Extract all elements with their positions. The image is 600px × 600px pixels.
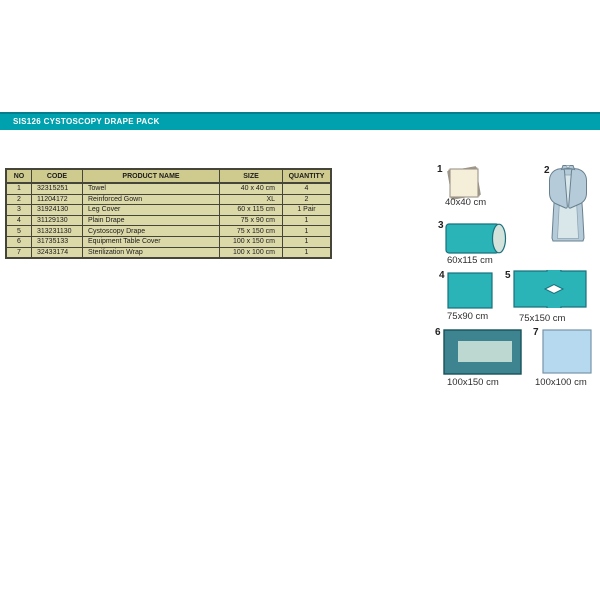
item-number: 6 <box>435 327 441 338</box>
table-row <box>6 194 331 205</box>
table-body <box>6 183 331 258</box>
item-number: 3 <box>438 220 444 231</box>
table-row <box>6 183 331 194</box>
cell-no: 3 <box>6 205 32 216</box>
cystoscopy-drape-illustration <box>513 270 587 308</box>
cell-product-name: Leg Cover <box>83 205 220 216</box>
leg-cover-illustration <box>445 223 507 254</box>
item-number: 4 <box>439 270 445 281</box>
cell-quantity: 1 <box>283 226 332 237</box>
column-header: PRODUCT NAME <box>83 169 220 183</box>
cell-no: 5 <box>6 226 32 237</box>
cell-quantity: 2 <box>283 194 332 205</box>
cell-no: 4 <box>6 215 32 226</box>
item-number: 2 <box>544 165 550 176</box>
table-head <box>6 169 331 183</box>
column-header: SIZE <box>220 169 283 183</box>
cell-quantity: 1 <box>283 236 332 247</box>
sterilization-wrap-illustration <box>542 329 592 374</box>
column-header: NO <box>6 169 32 183</box>
cell-quantity: 1 <box>283 247 332 258</box>
item-number: 1 <box>437 164 443 175</box>
column-header: CODE <box>32 169 83 183</box>
cell-product-name: Towel <box>83 183 220 194</box>
item-number: 5 <box>505 270 511 281</box>
cell-size: 75 x 150 cm <box>220 226 283 237</box>
cell-code: 31129130 <box>32 215 83 226</box>
product-pack-title-bar <box>0 112 600 130</box>
cell-size: 100 x 100 cm <box>220 247 283 258</box>
cell-size: 60 x 115 cm <box>220 205 283 216</box>
table-row <box>6 247 331 258</box>
table-row <box>6 226 331 237</box>
cell-code: 32315251 <box>32 183 83 194</box>
item-size-label: 40x40 cm <box>445 197 487 208</box>
cell-no: 7 <box>6 247 32 258</box>
item-size-label: 100x100 cm <box>535 377 587 388</box>
equipment-table-cover-illustration <box>443 329 522 375</box>
cell-no: 1 <box>6 183 32 194</box>
item-size-label: 100x150 cm <box>447 377 499 388</box>
cell-product-name: Equipment Table Cover <box>83 236 220 247</box>
cell-quantity: 4 <box>283 183 332 194</box>
table-row <box>6 215 331 226</box>
item-size-label: 75x90 cm <box>447 311 489 322</box>
cell-product-name: Reinforced Gown <box>83 194 220 205</box>
cell-code: 11204172 <box>32 194 83 205</box>
cell-code: 32433174 <box>32 247 83 258</box>
cell-quantity: 1 Pair <box>283 205 332 216</box>
table-row <box>6 205 331 216</box>
cell-code: 31924130 <box>32 205 83 216</box>
cell-size: 75 x 90 cm <box>220 215 283 226</box>
table-header-row <box>6 169 331 183</box>
cell-product-name: Plain Drape <box>83 215 220 226</box>
item-size-label: 60x115 cm <box>447 255 493 266</box>
product-table <box>5 168 332 259</box>
cell-quantity: 1 <box>283 215 332 226</box>
plain-drape-illustration <box>447 272 493 309</box>
column-header: QUANTITY <box>283 169 332 183</box>
gown-illustration <box>541 164 595 244</box>
item-size-label: 75x150 cm <box>519 313 566 324</box>
cell-product-name: Cystoscopy Drape <box>83 226 220 237</box>
cell-code: 31735133 <box>32 236 83 247</box>
cell-no: 2 <box>6 194 32 205</box>
cell-size: XL <box>220 194 283 205</box>
item-number: 7 <box>533 327 539 338</box>
cell-size: 100 x 150 cm <box>220 236 283 247</box>
cell-no: 6 <box>6 236 32 247</box>
table-row <box>6 236 331 247</box>
cell-size: 40 x 40 cm <box>220 183 283 194</box>
cell-code: 313231130 <box>32 226 83 237</box>
cell-product-name: Sterilization Wrap <box>83 247 220 258</box>
page-title: SIS126 CYSTOSCOPY DRAPE PACK <box>13 117 160 126</box>
